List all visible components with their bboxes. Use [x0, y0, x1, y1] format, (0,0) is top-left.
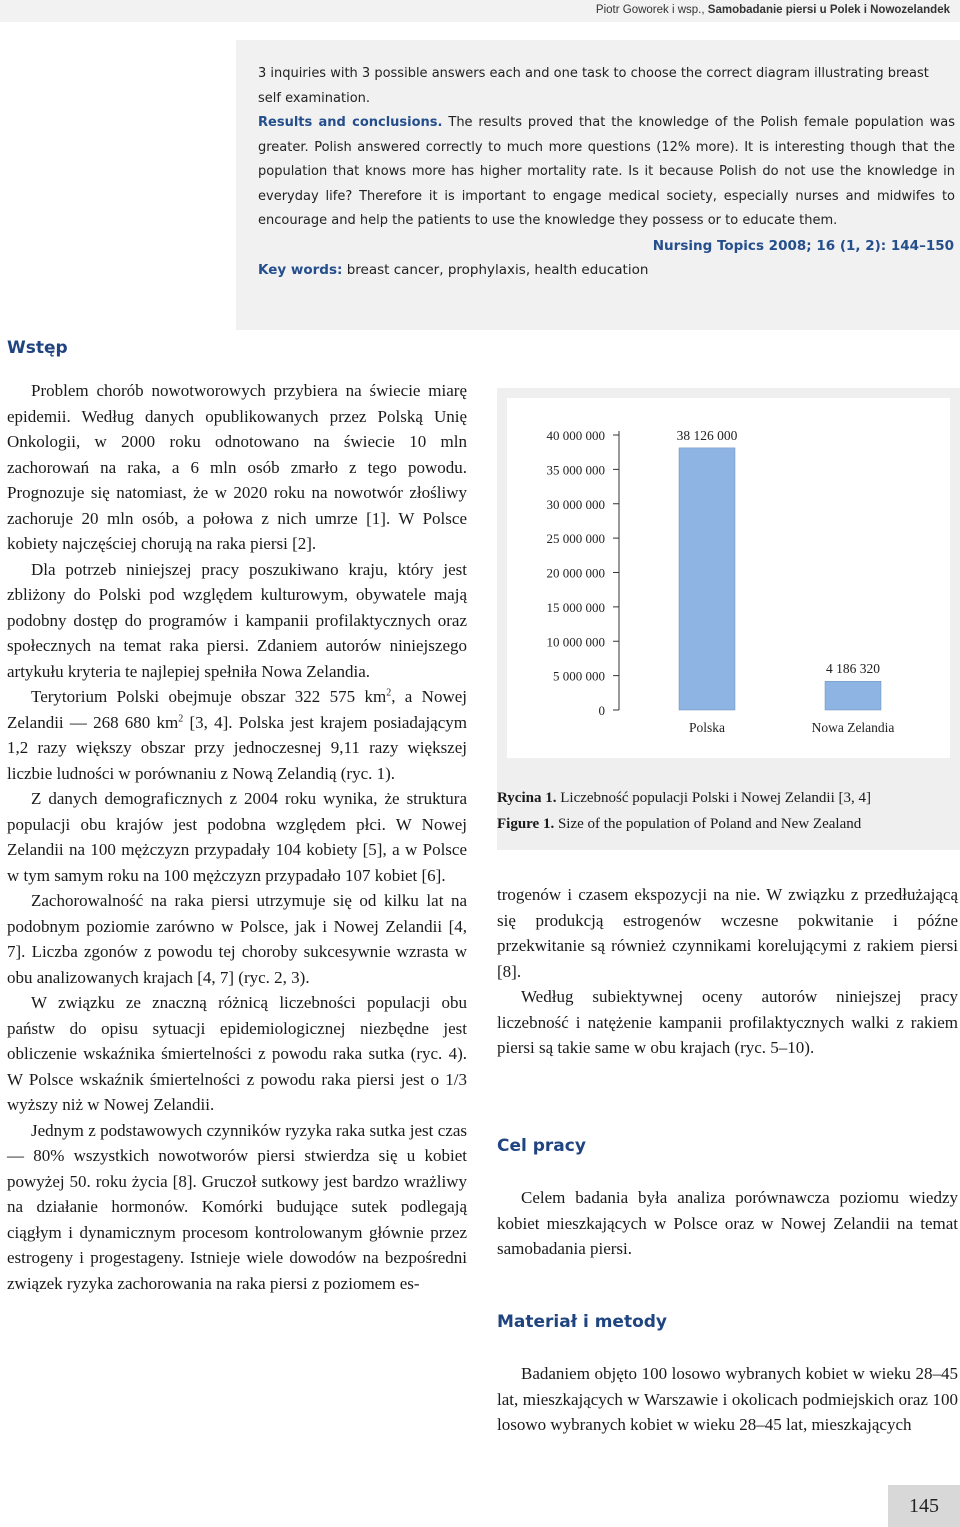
paragraph: Badaniem objęto 100 losowo wybranych kobiet w wieku 28–45 lat, mieszkających w Warszawie i okolicach podmiejskich oraz 100 losowo wybranych kobiet w wieku 28–45 lat, mieszkających [497, 1364, 958, 1434]
superscript: 2 [386, 687, 392, 699]
caption-en-text: Size of the population of Poland and New Zealand [557, 816, 862, 832]
y-tick-label: 5 000 000 [553, 668, 605, 684]
paragraph-part: Terytorium Polski obejmuje obszar 322 575 km [31, 687, 387, 706]
paragraph-part: [3, 4]. Polska jest krajem posiadającym 1,2 razy większy obszar przy jednoczesnej 9,11 razy większej liczbie ludności w porównaniu z Nową Zelandią (ryc. 1). [7, 712, 467, 783]
paragraph: trogenów i czasem ekspozycji na nie. W związku z przedłużającą się produkcją estrogenów wczesne pokwitanie i późne przekwitanie są również czynnikami korelującymi z rakiem piersi [8]. [497, 885, 958, 981]
y-tick-label: 20 000 000 [546, 565, 605, 581]
paragraph: Zachorowalność na raka piersi utrzymuje się od kilku lat na podobnym poziomie zarówno w Polsce, jak i Nowej Zelandii [4, 7]. Liczba zgonów z powodu tej choroby sukcesywnie wzrasta w obu analizowanych krajach [4, 7] (ryc. 2, 3). [7, 891, 467, 987]
y-tick-label: 0 [598, 703, 605, 718]
keywords-text: breast cancer, prophylaxis, health education [346, 262, 649, 278]
y-tick-label: 25 000 000 [546, 531, 605, 547]
figure-1 [497, 388, 960, 850]
paragraph: Z danych demograficznych z 2004 roku wynika, że struktura populacji obu krajów jest podobna względem płci. W Nowej Zelandii na 100 mężczyzn przypadały 104 kobiety [5], a w Polsce w tym samym roku na 100 mężczyzn przypadało 107 kobiet [6]. [7, 789, 467, 885]
section-heading-methods: Materiał i metody [497, 1312, 667, 1332]
caption-pl-text: Liczebność populacji Polski i Nowej Zelandii [3, 4] [560, 790, 871, 806]
paragraph: Według subiektywnej oceny autorów niniejszej pracy liczebność i natężenie kampanii profilaktycznych walki z rakiem piersi są takie same w obu krajach (ryc. 5–10). [497, 987, 958, 1057]
keywords [258, 262, 648, 278]
y-tick-label: 35 000 000 [546, 462, 605, 478]
paragraph: Jednym z podstawowych czynników ryzyka raka sutka jest czas — 80% wszystkich nowotworów piersi stwierdza się u kobiet powyżej 50. roku życia [8]. Gruczoł sutkowy jest bardzo wrażliwy na działanie hormonów. Komórki budujące sutek podlegają ciągłym i dynamicznym procesom kontrolowanym głównie przez estrogeny i progestageny. Istnieje wiele dowodów na bezpośredni związek ryzyka zachorowania na raka piersi z poziomem es- [7, 1120, 467, 1293]
keywords-label: Key words: [258, 262, 343, 278]
running-head [0, 0, 960, 22]
abstract-method-tail: 3 inquiries with 3 possible answers each and one task to choose the correct diagram illustrating breast self examination. [258, 66, 929, 106]
caption-pl-label: Rycina 1. [497, 790, 557, 806]
results-text: The results proved that the knowledge of the Polish female population was greater. Polish answered correctly to much more questions (12% more). It is interesting though that the population that knows more has higher mortality rate. Is it because Polish do not use the knowledge in everyday life? Therefore it is important to engage medical society, especially nurses and midwifes to encourage and help the patients to use the knowledge they possess or to educate them. [258, 115, 955, 228]
methods-text-block [497, 1361, 958, 1438]
section-heading-aim: Cel pracy [497, 1136, 586, 1156]
x-category-label: Polska [688, 720, 726, 735]
paragraph: Dla potrzeb niniejszej pracy poszukiwano kraju, który jest zbliżony do Polski pod względem kulturowym, obywatele mają podobny dostęp do programów i kampanii profilaktycznych oraz społecznych na temat raka piersi. Zdaniem autorów niniejszego artykułu kryteria te najlepiej spełniła Nowa Zelandia. [7, 559, 467, 681]
y-tick-label: 30 000 000 [546, 496, 605, 512]
aim-text-block [497, 1185, 958, 1262]
abstract-results [258, 111, 955, 234]
y-tick-label: 15 000 000 [546, 599, 605, 615]
paragraph: Problem chorób nowotworowych przybiera na świecie miarę epidemii. Według danych opublikowanych przez Polską Unię Onkologii, w 2000 roku odnotowano na świecie 10 mln zachorowań na raka, a 6 mln osób zmarło z tego powodu. Prognozuje się natomiast, że w 2020 roku na nowotwór złośliwy zachoruje 20 mln osób, a połowa z nich umrze [1]. W Polsce kobiety najczęściej chorują na raka piersi [2]. [7, 381, 467, 553]
page-number: 145 [888, 1485, 960, 1527]
left-column [7, 378, 467, 1296]
running-head-title: Samobadanie piersi u Polek i Nowozelandek [707, 4, 950, 16]
abstract [258, 62, 955, 234]
y-tick-label: 40 000 000 [546, 428, 605, 443]
superscript: 2 [178, 712, 184, 724]
journal-citation: Nursing Topics 2008; 16 (1, 2): 144–150 [652, 238, 954, 254]
bar [825, 681, 881, 710]
running-head-authors: Piotr Goworek i wsp., [595, 4, 705, 16]
paragraph-part: , a Nowej Zelandii — 268 680 km [7, 687, 467, 732]
caption-en [497, 816, 861, 833]
x-category-label: Nowa Zelandia [811, 720, 895, 735]
paragraph [7, 684, 467, 786]
paragraph: W związku ze znaczną różnicą liczebności populacji obu państw do opisu sytuacji epidemiologicznej niezbędne jest obliczenie wskaźnika śmiertelności z powodu raka sutka (ryc. 4). W Polsce wskaźnik śmiertelności z powodu raka piersi jest o 1/3 wyższy niż w Nowej Zelandii. [7, 993, 467, 1114]
bar-value-label: 4 186 320 [826, 661, 880, 677]
caption-pl [497, 790, 871, 807]
bar [679, 448, 735, 710]
results-label: Results and conclusions. [258, 115, 443, 130]
right-column-top [497, 882, 958, 1061]
chart-frame [507, 398, 950, 758]
caption-en-label: Figure 1. [497, 816, 555, 832]
population-bar-chart [507, 398, 950, 758]
y-tick-label: 10 000 000 [546, 634, 605, 650]
bar-value-label: 38 126 000 [676, 427, 738, 443]
section-heading-intro: Wstęp [7, 338, 68, 358]
paragraph: Celem badania była analiza porównawcza poziomu wiedzy kobiet mieszkających w Polsce oraz w Nowej Zelandii na temat samobadania piersi. [497, 1188, 958, 1258]
